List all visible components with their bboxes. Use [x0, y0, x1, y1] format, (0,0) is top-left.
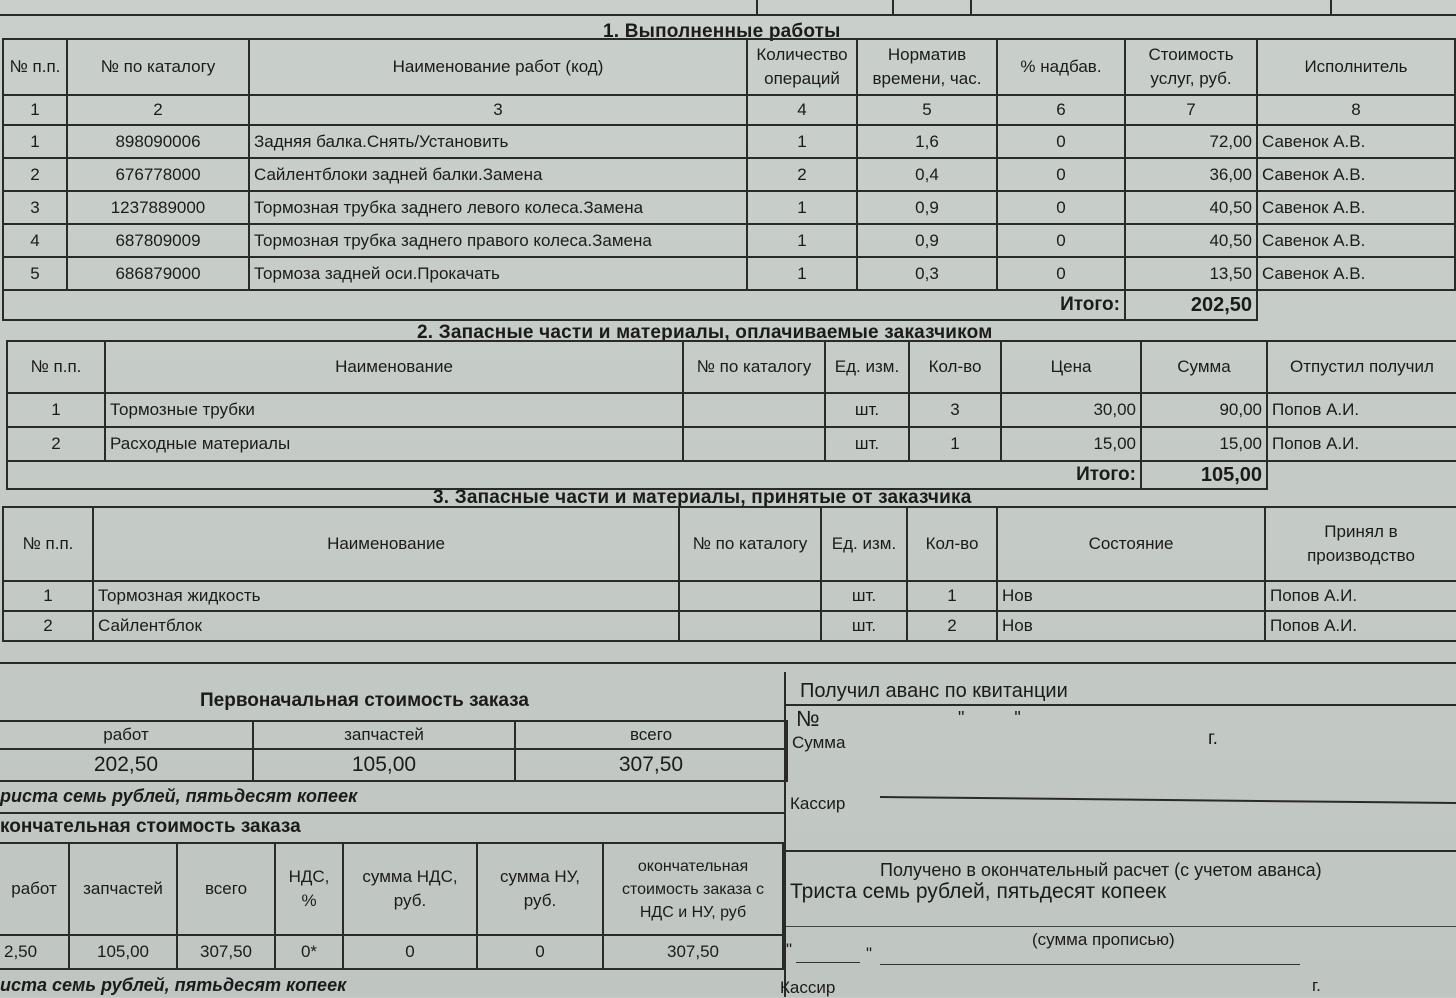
divider — [786, 850, 1456, 852]
final-works-value: 2,50 — [0, 935, 69, 969]
row-name: Сайлентблок — [93, 611, 679, 641]
top-divider — [892, 0, 894, 16]
table-row — [3, 125, 1455, 158]
row-work-name: Тормоза задней оси.Прокачать — [249, 257, 747, 290]
empty-cell — [1257, 290, 1455, 320]
row-num: 2 — [3, 158, 67, 191]
header-num: № п.п. — [7, 341, 105, 393]
row-work-name: Сайлентблоки задней балки.Замена — [249, 158, 747, 191]
row-executor: Савенок А.В. — [1257, 191, 1455, 224]
table-row — [3, 158, 1455, 191]
colnum: 5 — [857, 95, 997, 125]
row-norm-time: 0,4 — [857, 158, 997, 191]
initial-parts-label: запчастей — [253, 721, 515, 749]
row-cost: 40,50 — [1125, 191, 1257, 224]
row-price: 30,00 — [1001, 393, 1141, 427]
header-unit: Ед. изм. — [821, 507, 907, 581]
row-surcharge: 0 — [997, 125, 1125, 158]
final-nu-sum-value: 0 — [477, 935, 603, 969]
table-row — [7, 393, 1456, 427]
row-qty: 1 — [907, 581, 997, 611]
header-operations: Количество операций — [747, 39, 857, 95]
final-cost-title: кончательная стоимость заказа — [0, 816, 301, 837]
paid-parts-total-label: Итого: — [7, 461, 1141, 489]
header-sum: Сумма — [1141, 341, 1267, 393]
header-price: Цена — [1001, 341, 1141, 393]
row-norm-time: 0,9 — [857, 191, 997, 224]
row-accepted: Попов А.И. — [1265, 611, 1456, 641]
final-vat-percent-value: 0* — [275, 935, 343, 969]
row-cost: 40,50 — [1125, 224, 1257, 257]
final-cashier-label: Кассир — [780, 978, 836, 997]
row-work-name: Задняя балка.Снять/Установить — [249, 125, 747, 158]
row-operations: 1 — [747, 257, 857, 290]
advance-cashier-label: Кассир — [790, 794, 846, 813]
row-qty: 2 — [907, 611, 997, 641]
final-payment-title: Получено в окончательный расчет (с учетом аванса) — [880, 860, 1322, 880]
works-total-value: 202,50 — [1125, 290, 1257, 320]
row-num: 2 — [7, 427, 105, 461]
row-catalog: 1237889000 — [67, 191, 249, 224]
row-cost: 13,50 — [1125, 257, 1257, 290]
row-accepted: Попов А.И. — [1265, 581, 1456, 611]
initial-parts-value: 105,00 — [253, 749, 515, 781]
table-row — [3, 224, 1455, 257]
row-num: 3 — [3, 191, 67, 224]
row-issued: Попов А.И. — [1267, 393, 1456, 427]
top-divider — [970, 0, 972, 16]
row-num: 1 — [7, 393, 105, 427]
header-num: № п.п. — [3, 507, 93, 581]
colnum: 1 — [3, 95, 67, 125]
row-catalog — [679, 581, 821, 611]
row-surcharge: 0 — [997, 158, 1125, 191]
header-accepted: Принял в производство — [1265, 507, 1456, 581]
final-cost-table — [0, 842, 784, 970]
section-1-title: 1. Выполненные работы — [603, 21, 841, 42]
initial-works-label: работ — [0, 721, 253, 749]
header-surcharge: % надбав. — [997, 39, 1125, 95]
row-catalog: 676778000 — [67, 158, 249, 191]
row-sum: 90,00 — [1141, 393, 1267, 427]
colnum: 7 — [1125, 95, 1257, 125]
amount-words-line — [786, 926, 1456, 927]
bottom-block-top-border — [0, 662, 1456, 664]
final-year-label: г. — [1312, 976, 1321, 995]
top-divider — [756, 0, 758, 16]
final-total-value: 307,50 — [177, 935, 275, 969]
row-cost: 72,00 — [1125, 125, 1257, 158]
header-unit: Ед. изм. — [825, 341, 909, 393]
initial-works-value: 202,50 — [0, 749, 253, 781]
initial-total-label: всего — [515, 721, 787, 749]
header-work-name: Наименование работ (код) — [249, 39, 747, 95]
paid-parts-total-row — [7, 461, 1456, 489]
row-condition: Нов — [997, 611, 1265, 641]
final-day-line — [796, 962, 860, 963]
row-catalog — [679, 611, 821, 641]
empty-cell — [1267, 461, 1456, 489]
final-payment-amount-words: Триста семь рублей, пятьдесят копеек — [790, 880, 1167, 903]
table-row — [3, 611, 1456, 641]
initial-cost-title: Первоначальная стоимость заказа — [200, 690, 529, 711]
row-operations: 2 — [747, 158, 857, 191]
final-works-label: работ — [0, 843, 69, 935]
works-total-label: Итого: — [3, 290, 1125, 320]
initial-amount-in-words: риста семь рублей, пятьдесят копеек — [0, 786, 358, 806]
advance-number-label: № — [796, 706, 820, 731]
row-cost: 36,00 — [1125, 158, 1257, 191]
table-row — [7, 427, 1456, 461]
divider — [786, 704, 1456, 706]
row-num: 5 — [3, 257, 67, 290]
advance-title: Получил аванс по квитанции — [800, 680, 1068, 702]
row-qty: 3 — [909, 393, 1001, 427]
header-condition: Состояние — [997, 507, 1265, 581]
advance-year-label: г. — [1208, 728, 1218, 749]
final-month-line — [880, 964, 1300, 965]
colnum: 3 — [249, 95, 747, 125]
header-catalog: № по каталогу — [683, 341, 825, 393]
row-operations: 1 — [747, 224, 857, 257]
row-catalog — [683, 427, 825, 461]
row-work-name: Тормозная трубка заднего правого колеса.Замена — [249, 224, 747, 257]
section-3-title: 3. Запасные части и материалы, принятые от заказчика — [433, 487, 972, 508]
row-unit: шт. — [825, 393, 909, 427]
header-num: № п.п. — [3, 39, 67, 95]
section-2-title: 2. Запасные части и материалы, оплачиваемые заказчиком — [417, 322, 993, 343]
row-surcharge: 0 — [997, 224, 1125, 257]
row-num: 4 — [3, 224, 67, 257]
row-surcharge: 0 — [997, 191, 1125, 224]
row-catalog: 898090006 — [67, 125, 249, 158]
row-unit: шт. — [825, 427, 909, 461]
accepted-parts-header-row — [3, 507, 1456, 581]
final-parts-value: 105,00 — [69, 935, 177, 969]
initial-cost-table — [0, 720, 788, 782]
works-header-row — [3, 39, 1455, 95]
header-cost: Стоимость услуг, руб. — [1125, 39, 1257, 95]
colnum: 2 — [67, 95, 249, 125]
final-grand-total-label: окончательная стоимость заказа с НДС и НУ, руб — [603, 843, 783, 935]
row-executor: Савенок А.В. — [1257, 224, 1455, 257]
final-amount-in-words: иста семь рублей, пятьдесят копеек — [0, 975, 347, 995]
table-row — [3, 581, 1456, 611]
row-issued: Попов А.И. — [1267, 427, 1456, 461]
row-name: Тормозные трубки — [105, 393, 683, 427]
final-parts-label: запчастей — [69, 843, 177, 935]
final-vat-percent-label: НДС, % — [275, 843, 343, 935]
header-name: Наименование — [93, 507, 679, 581]
row-name: Тормозная жидкость — [93, 581, 679, 611]
paid-parts-table — [6, 340, 1456, 490]
paid-parts-total-value: 105,00 — [1141, 461, 1267, 489]
paid-parts-header-row — [7, 341, 1456, 393]
table-row — [3, 257, 1455, 290]
row-norm-time: 0,3 — [857, 257, 997, 290]
row-unit: шт. — [821, 611, 907, 641]
header-catalog: № по каталогу — [67, 39, 249, 95]
row-num: 2 — [3, 611, 93, 641]
row-catalog: 686879000 — [67, 257, 249, 290]
row-executor: Савенок А.В. — [1257, 158, 1455, 191]
header-name: Наименование — [105, 341, 683, 393]
accepted-parts-table — [2, 506, 1456, 642]
final-vat-sum-label: сумма НДС, руб. — [343, 843, 477, 935]
row-norm-time: 1,6 — [857, 125, 997, 158]
works-table — [2, 38, 1456, 321]
row-executor: Савенок А.В. — [1257, 125, 1455, 158]
colnum: 8 — [1257, 95, 1455, 125]
advance-sum-label: Сумма — [792, 733, 846, 752]
row-num: 1 — [3, 581, 93, 611]
row-condition: Нов — [997, 581, 1265, 611]
header-qty: Кол-во — [909, 341, 1001, 393]
final-grand-total-value: 307,50 — [603, 935, 783, 969]
colnum: 6 — [997, 95, 1125, 125]
row-work-name: Тормозная трубка заднего левого колеса.Замена — [249, 191, 747, 224]
row-qty: 1 — [909, 427, 1001, 461]
row-price: 15,00 — [1001, 427, 1141, 461]
final-nu-sum-label: сумма НУ, руб. — [477, 843, 603, 935]
amount-words-caption: (сумма прописью) — [1032, 930, 1175, 949]
divider — [0, 812, 786, 814]
row-operations: 1 — [747, 125, 857, 158]
final-total-label: всего — [177, 843, 275, 935]
row-surcharge: 0 — [997, 257, 1125, 290]
top-border — [0, 14, 1456, 16]
row-num: 1 — [3, 125, 67, 158]
final-date-open-quote: " — [786, 940, 793, 959]
row-name: Расходные материалы — [105, 427, 683, 461]
header-catalog: № по каталогу — [679, 507, 821, 581]
row-sum: 15,00 — [1141, 427, 1267, 461]
header-norm-time: Норматив времени, час. — [857, 39, 997, 95]
header-qty: Кол-во — [907, 507, 997, 581]
works-column-numbers-row — [3, 95, 1455, 125]
advance-date-quotes: " " — [958, 708, 1021, 728]
table-row — [3, 191, 1455, 224]
colnum: 4 — [747, 95, 857, 125]
top-divider — [1330, 0, 1332, 16]
row-catalog: 687809009 — [67, 224, 249, 257]
header-executor: Исполнитель — [1257, 39, 1455, 95]
row-catalog — [683, 393, 825, 427]
works-total-row — [3, 290, 1455, 320]
row-executor: Савенок А.В. — [1257, 257, 1455, 290]
initial-total-value: 307,50 — [515, 749, 787, 781]
row-unit: шт. — [821, 581, 907, 611]
row-operations: 1 — [747, 191, 857, 224]
final-vat-sum-value: 0 — [343, 935, 477, 969]
row-norm-time: 0,9 — [857, 224, 997, 257]
cashier-signature-line — [880, 796, 1456, 804]
final-date-close-quote: " — [866, 944, 873, 963]
header-issued-received: Отпустил получил — [1267, 341, 1456, 393]
